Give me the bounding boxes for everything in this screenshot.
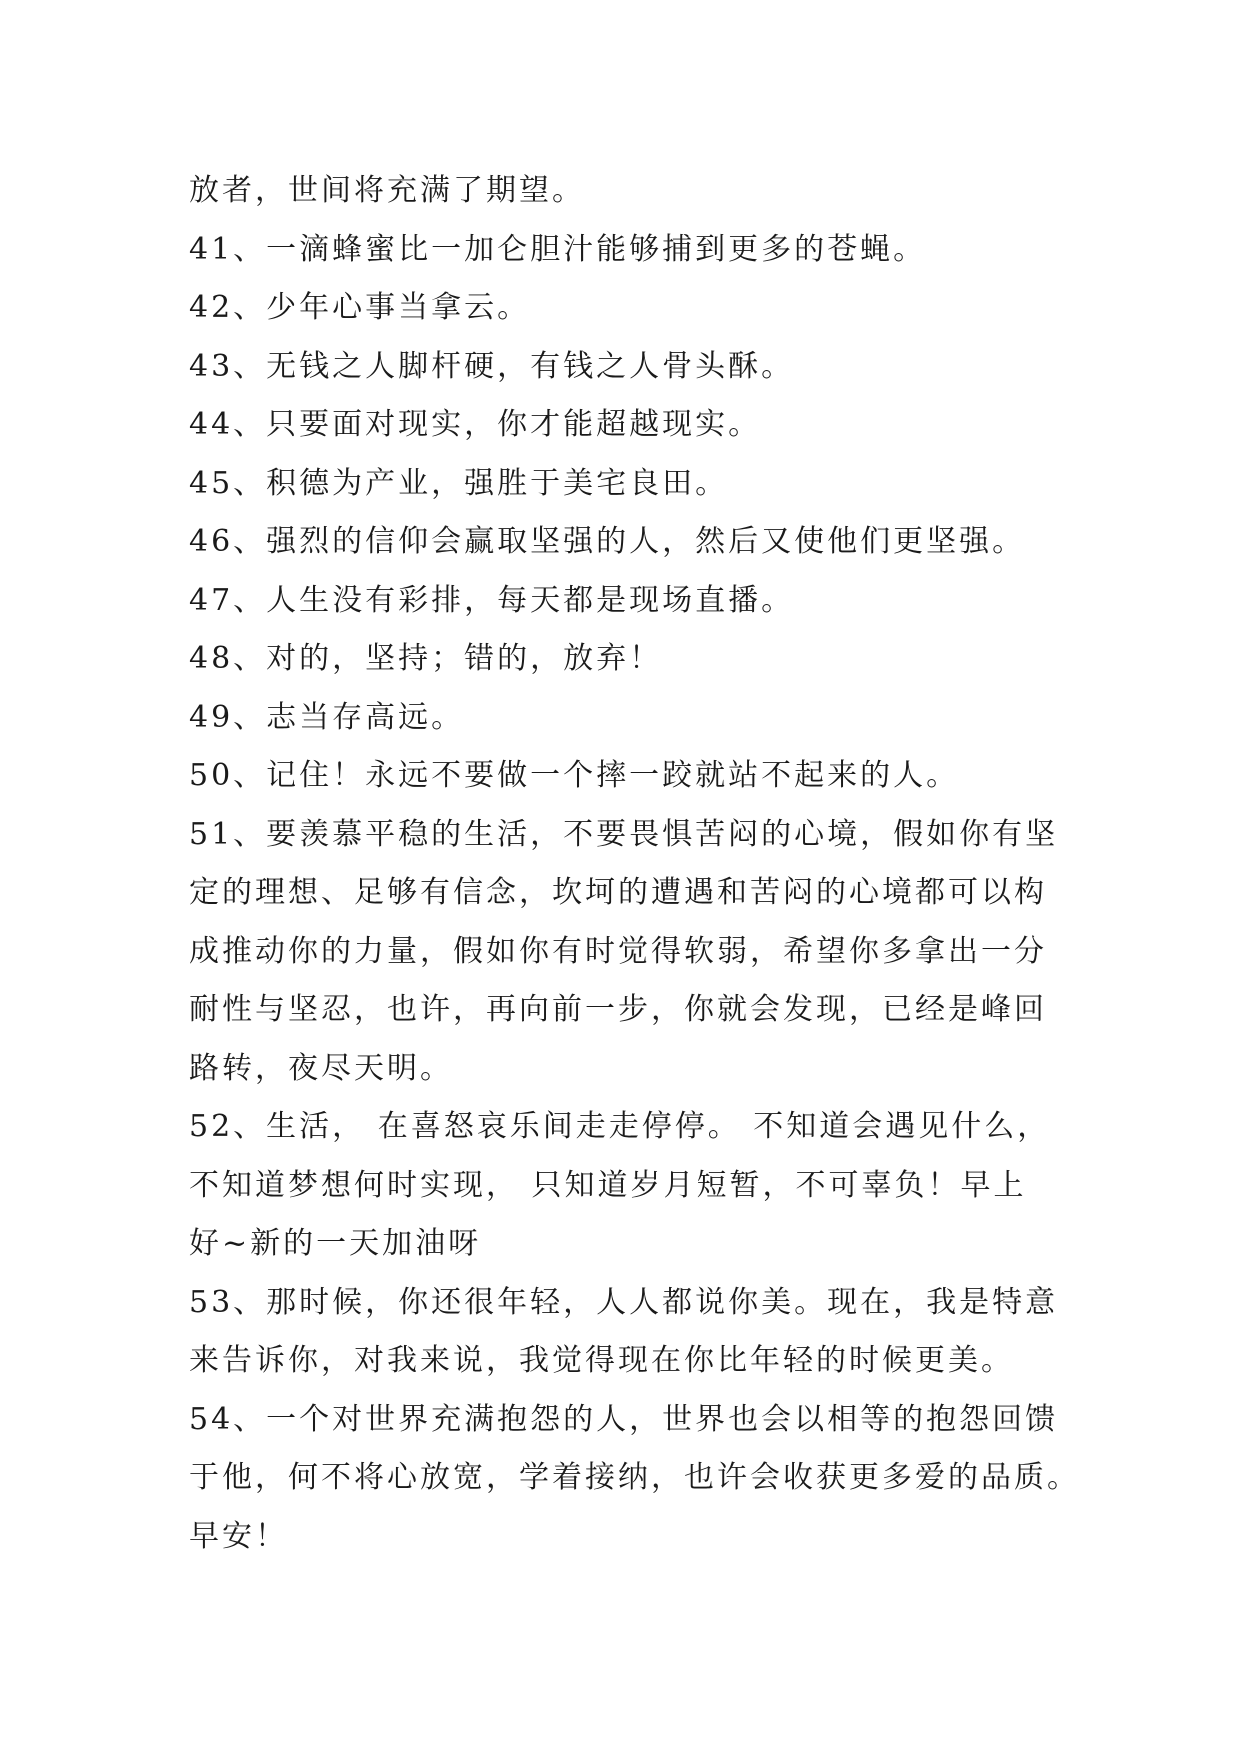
text-line: 52、生活， 在喜怒哀乐间走走停停。 不知道会遇见什么， [189, 1109, 1051, 1144]
text-line: 50、记住！永远不要做一个摔一跤就站不起来的人。 [189, 758, 960, 793]
text-line: 早安！ [189, 1518, 288, 1554]
text-line: 47、人生没有彩排，每天都是现场直播。 [189, 582, 795, 618]
text-line: 耐性与坚忍，也许，再向前一步，你就会发现，已经是峰回 [189, 992, 1047, 1027]
text-line: 42、少年心事当拿云。 [189, 290, 531, 325]
text-line: 54、一个对世界充满抱怨的人，世界也会以相等的抱怨回馈 [189, 1401, 1059, 1437]
text-line: 53、那时候，你还很年轻，人人都说你美。现在，我是特意 [189, 1284, 1059, 1320]
document-body [189, 162, 1089, 1566]
text-line: 好~新的一天加油呀 [189, 1226, 482, 1261]
text-line: 放者，世间将充满了期望。 [189, 173, 585, 208]
text-line: 41、一滴蜂蜜比一加仑胆汁能够捕到更多的苍蝇。 [189, 231, 927, 267]
text-line: 来告诉你，对我来说，我觉得现在你比年轻的时候更美。 [189, 1343, 1014, 1378]
text-line: 51、要羡慕平稳的生活，不要畏惧苦闷的心境，假如你有坚 [189, 816, 1059, 852]
text-line: 44、只要面对现实，你才能超越现实。 [189, 407, 762, 442]
text-line: 43、无钱之人脚杆硬，有钱之人骨头酥。 [189, 348, 795, 384]
text-line: 于他，何不将心放宽，学着接纳，也许会收获更多爱的品质。 [189, 1460, 1080, 1495]
text-line: 48、对的，坚持；错的，放弃！ [189, 641, 663, 676]
text-line: 定的理想、足够有信念，坎坷的遭遇和苦闷的心境都可以构 [189, 875, 1047, 910]
text-line: 路转，夜尽天明。 [189, 1050, 453, 1086]
text-line: 成推动你的力量，假如你有时觉得软弱，希望你多拿出一分 [189, 933, 1047, 969]
text-line: 46、强烈的信仰会赢取坚强的人，然后又使他们更坚强。 [189, 524, 1026, 559]
text-line: 不知道梦想何时实现， 只知道岁月短暂，不可辜负！早上 [189, 1167, 1027, 1203]
text-line: 45、积德为产业，强胜于美宅良田。 [189, 465, 729, 501]
text-line: 49、志当存高远。 [189, 699, 465, 735]
